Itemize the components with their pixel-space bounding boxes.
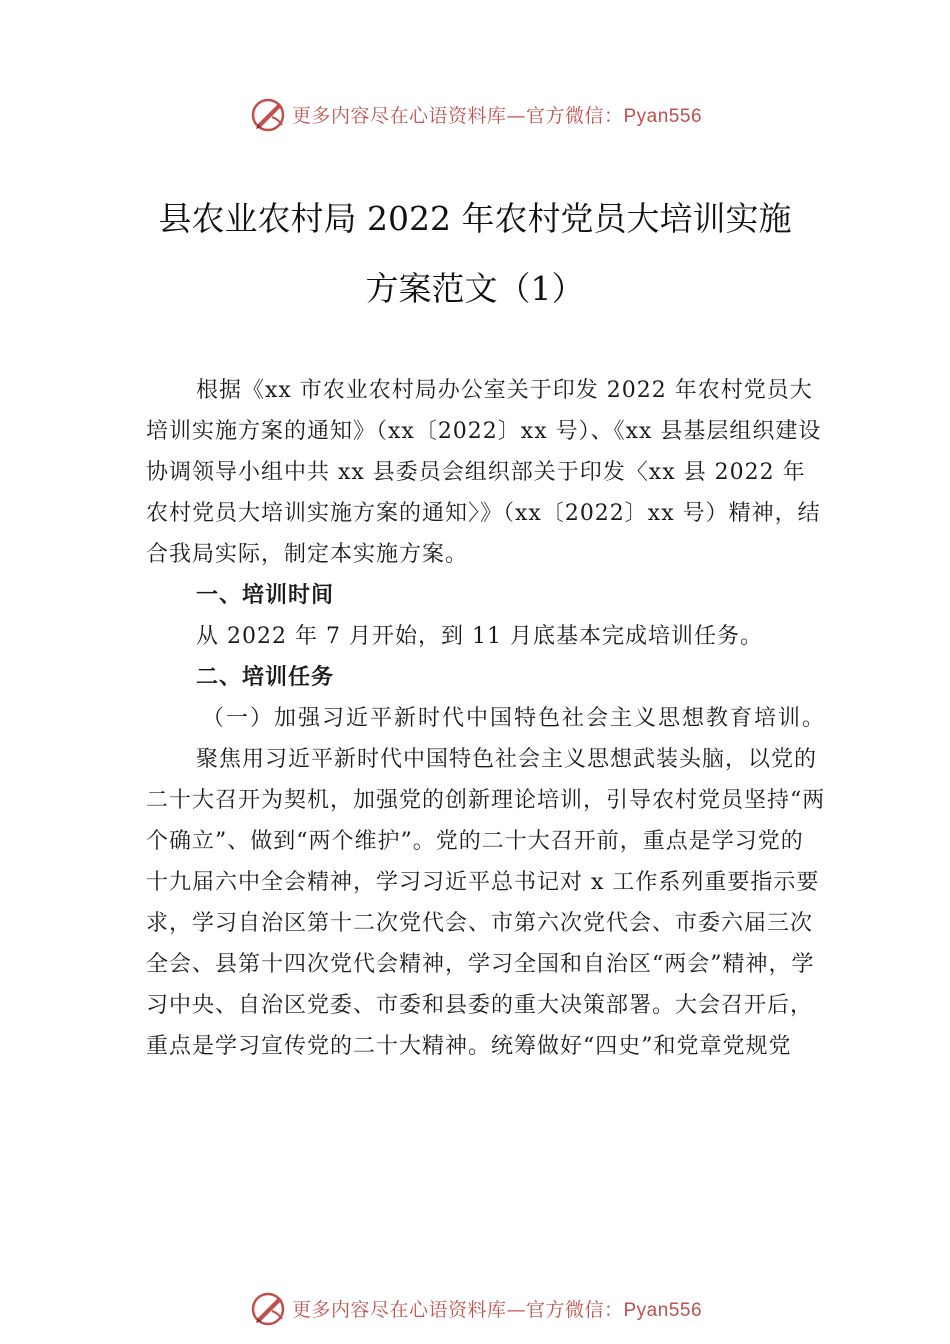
section-heading-training-tasks: 二、培训任务 (196, 665, 335, 690)
training-time-paragraph: 从 2022 年 7 月开始，到 11 月底基本完成培训任务。 (196, 624, 763, 649)
document-title-line-1: 县农业农村局 2022 年农村党员大培训实施 (158, 199, 792, 238)
watermark-text: 更多内容尽在心语资料库—官方微信：Pyan556 (291, 1298, 703, 1321)
intro-paragraph: 根据《xx 市农业农村局办公室关于印发 2022 年农村党员大培训实施方案的通知》（xx〔2022〕xx 号）、《xx 县基层组织建设协调领导小组中共 xx 县委员会组织部关于印发〈xx 县 2022 年农村党员大培训实施方案的通知〉》（xx〔2022〕xx 号）精神，结合我局实际，制定本实施方案。 (146, 378, 822, 567)
document-body (146, 370, 826, 1067)
body-paragraph-2: 聚焦用习近平新时代中国特色社会主义思想武装头脑，以党的二十大召开为契机，加强党的创新理论培训，引导农村党员坚持“两个确立”、做到“两个维护”。党的二十大召开前，重点是学习党的十九届六中全会精神，学习习近平总书记对 x 工作系列重要指示要求，学习自治区第十二次党代会、市第六次党代会、市委六届三次全会、县第十四次党代会精神，学习全国和自治区“两会”精神，学习中央、自治区党委、市委和县委的重大决策部署。大会召开后，重点是学习宣传党的二十大精神。统筹做好“四史”和党章党规党 (146, 747, 826, 1059)
subsection-heading-1: （一）加强习近平新时代中国特色社会主义思想教育培训。 (202, 706, 827, 731)
pen-logo-icon (248, 1288, 288, 1328)
footer-watermark-banner (0, 1286, 950, 1330)
pen-logo-icon (248, 94, 288, 134)
header-watermark-banner (0, 92, 950, 136)
document-title-line-2: 方案范文（1） (365, 269, 585, 308)
wechat-id: Pyan556 (623, 1299, 703, 1321)
section-heading-training-time: 一、培训时间 (196, 583, 335, 608)
watermark-text: 更多内容尽在心语资料库—官方微信：Pyan556 (291, 104, 703, 127)
wechat-id: Pyan556 (623, 105, 703, 127)
